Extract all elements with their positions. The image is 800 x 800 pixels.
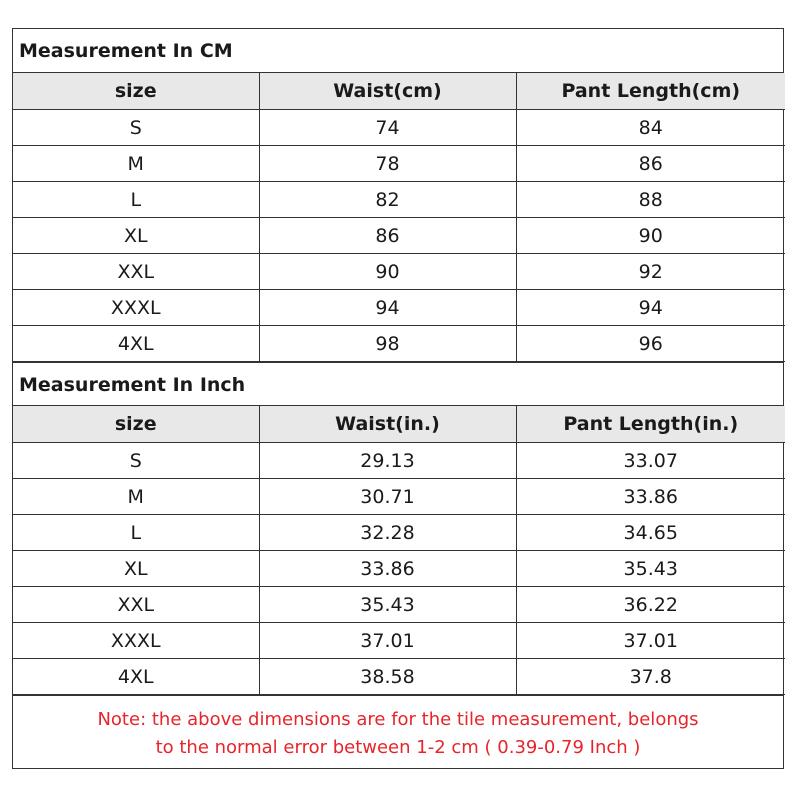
waist-cell: 29.13 <box>259 443 516 479</box>
length-cell: 86 <box>516 146 785 182</box>
cm-header-row <box>13 73 785 110</box>
inch-header-size: size <box>13 406 259 443</box>
size-cell: 4XL <box>13 659 259 695</box>
table-row <box>13 551 785 587</box>
measurement-note <box>13 695 783 762</box>
length-cell: 90 <box>516 218 785 254</box>
size-cell: XXXL <box>13 290 259 326</box>
cm-table <box>13 73 785 362</box>
size-cell: M <box>13 146 259 182</box>
cm-section-title: Measurement In CM <box>13 29 783 73</box>
table-row <box>13 515 785 551</box>
table-row <box>13 182 785 218</box>
inch-section-title: Measurement In Inch <box>13 362 783 406</box>
length-cell: 94 <box>516 290 785 326</box>
size-cell: L <box>13 182 259 218</box>
table-row <box>13 326 785 362</box>
waist-cell: 33.86 <box>259 551 516 587</box>
table-row <box>13 587 785 623</box>
size-chart <box>12 28 784 769</box>
cm-header-waist: Waist(cm) <box>259 73 516 110</box>
length-cell: 84 <box>516 110 785 146</box>
inch-header-waist: Waist(in.) <box>259 406 516 443</box>
waist-cell: 32.28 <box>259 515 516 551</box>
waist-cell: 82 <box>259 182 516 218</box>
waist-cell: 35.43 <box>259 587 516 623</box>
length-cell: 36.22 <box>516 587 785 623</box>
waist-cell: 30.71 <box>259 479 516 515</box>
length-cell: 37.01 <box>516 623 785 659</box>
length-cell: 34.65 <box>516 515 785 551</box>
size-cell: XL <box>13 218 259 254</box>
waist-cell: 90 <box>259 254 516 290</box>
size-cell: M <box>13 479 259 515</box>
size-cell: XL <box>13 551 259 587</box>
waist-cell: 94 <box>259 290 516 326</box>
size-cell: XXL <box>13 587 259 623</box>
size-cell: XXXL <box>13 623 259 659</box>
length-cell: 33.07 <box>516 443 785 479</box>
note-line-1: Note: the above dimensions are for the tile measurement, belongs <box>97 709 699 730</box>
table-row <box>13 623 785 659</box>
table-row <box>13 218 785 254</box>
length-cell: 88 <box>516 182 785 218</box>
size-cell: XXL <box>13 254 259 290</box>
waist-cell: 38.58 <box>259 659 516 695</box>
table-row <box>13 110 785 146</box>
inch-header-row <box>13 406 785 443</box>
table-row <box>13 254 785 290</box>
note-line-2: to the normal error between 1-2 cm ( 0.39-0.79 Inch ) <box>155 737 641 758</box>
waist-cell: 37.01 <box>259 623 516 659</box>
inch-header-pant-length: Pant Length(in.) <box>516 406 785 443</box>
inch-table <box>13 406 785 695</box>
waist-cell: 98 <box>259 326 516 362</box>
size-cell: S <box>13 443 259 479</box>
table-row <box>13 479 785 515</box>
cm-header-pant-length: Pant Length(cm) <box>516 73 785 110</box>
length-cell: 37.8 <box>516 659 785 695</box>
length-cell: 96 <box>516 326 785 362</box>
size-cell: S <box>13 110 259 146</box>
size-cell: L <box>13 515 259 551</box>
waist-cell: 74 <box>259 110 516 146</box>
cm-header-size: size <box>13 73 259 110</box>
size-cell: 4XL <box>13 326 259 362</box>
waist-cell: 78 <box>259 146 516 182</box>
table-row <box>13 146 785 182</box>
table-row <box>13 443 785 479</box>
length-cell: 33.86 <box>516 479 785 515</box>
waist-cell: 86 <box>259 218 516 254</box>
table-row <box>13 290 785 326</box>
table-row <box>13 659 785 695</box>
length-cell: 35.43 <box>516 551 785 587</box>
length-cell: 92 <box>516 254 785 290</box>
